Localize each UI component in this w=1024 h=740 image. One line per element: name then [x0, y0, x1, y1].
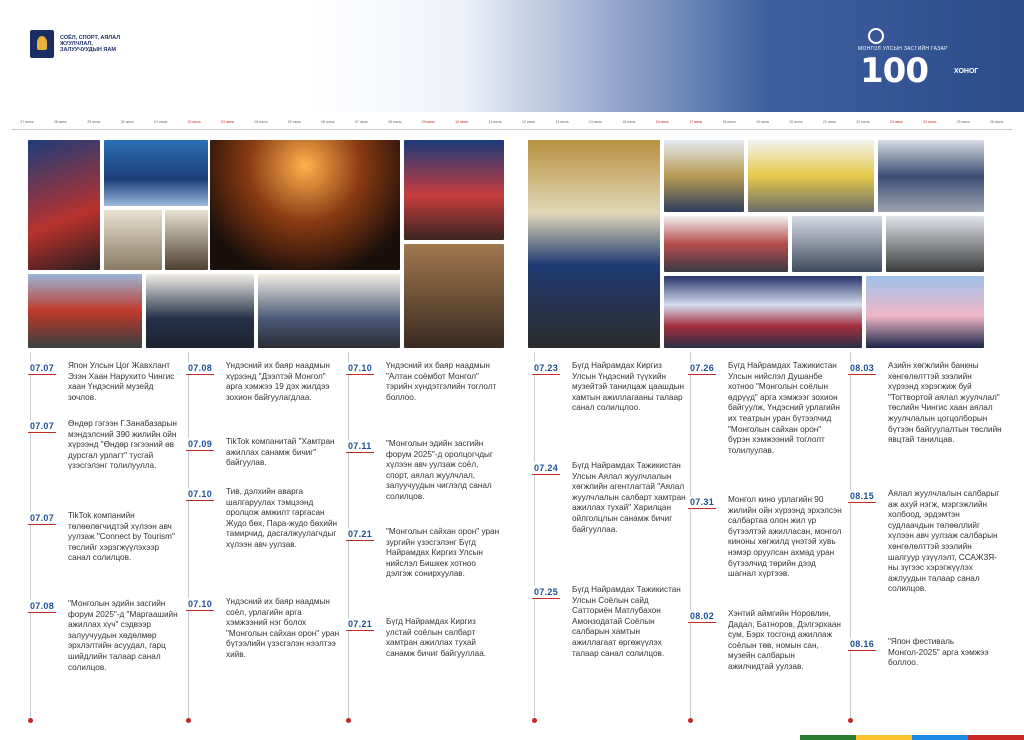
- photo-exhibition-1: [104, 210, 162, 270]
- footer-color-bar: [800, 735, 1024, 740]
- photo-minister-meeting: [664, 140, 744, 212]
- timeline-entry-text: Бүгд Найрамдах Тажикистан Улсын Соёлын сайд Сатториён Матлубахон Амонзодатай Соёлын салбарын хамтын ажиллагаат өргөжүүлэх талаар санал солилцов.: [572, 585, 681, 658]
- timeline-entry-text: "Монголын эдийн засгийн форум 2025"-д "Маргаашийн ажиллах хүч" сэдвээр залуучуудын хөдөлмөр эрхлэлтийн асуудал, гарц шийдлийн талаар санал солилцов.: [68, 599, 178, 672]
- page-header: [0, 0, 1024, 112]
- timeline-date: 07.09: [188, 439, 213, 449]
- timeline-line: [30, 352, 31, 722]
- timeline-entry-text: Япон Улсын Цог Жавхлант Эзэн Хаан Нарухито Чингис хаан Үндэсний музейд зочлов.: [68, 361, 175, 402]
- timeline-line: [188, 352, 189, 722]
- timeline-date: 07.07: [30, 363, 55, 373]
- photo-construction-visit: [748, 140, 874, 212]
- timeline-entry-text: Бүгд Найрамдах Киргиз Улсын Үндэсний түүхийн музейтэй танилцаж цаашдын хамтын ажиллагааны талаар санал солилцлоо.: [572, 361, 685, 413]
- timeline-line: [850, 352, 851, 722]
- ruler-tick: 04 июль: [254, 120, 268, 124]
- photo-japan-emperor-museum: [28, 140, 100, 270]
- timeline-entry-text: "Япон фестиваль Монгол-2025" арга хэмжээ боллоо.: [888, 637, 989, 668]
- timeline-date: 07.26: [690, 363, 715, 373]
- timeline-end-dot: [532, 718, 537, 723]
- ruler-tick: 19 июль: [756, 120, 770, 124]
- timeline-entry-text: Үндэсний их баяр наадмын соёл, урлагийн арга хэмжээний нэг болох "Монголын сайхан орон" уран бүтээлийн үзэсгэлэн нээлтээ хийв.: [226, 597, 340, 659]
- ruler-tick: 06 июль: [321, 120, 335, 124]
- photo-film-awards: [664, 216, 788, 272]
- photo-conference: [886, 216, 984, 272]
- footer-color-segment: [912, 735, 968, 740]
- timeline-entry-text: TikTok компанитай "Хамтран ажиллах санамж бичиг" байгуулав.: [226, 437, 335, 468]
- photo-kyrgyz-signing: [404, 140, 504, 240]
- photo-japan-festival: [866, 276, 984, 348]
- timeline-date: 07.31: [690, 497, 715, 507]
- photo-tiktok-meeting: [104, 140, 208, 206]
- photo-tourism-meeting: [878, 140, 984, 212]
- ruler-tick: 09 июль: [421, 120, 435, 124]
- ruler-tick: 30 июнь: [120, 120, 134, 124]
- timeline-entry-text: "Монголын эдийн засгийн форум 2025"-д оролцогчдыг хүлээн авч уулзаж соёл, спорт, аялал жуулчлал, залуучуудын чиглэлд санал солилцов.: [386, 439, 493, 501]
- timeline-date: 07.08: [30, 601, 55, 611]
- timeline-line: [690, 352, 691, 722]
- timeline-date: 07.24: [534, 463, 559, 473]
- timeline-end-dot: [28, 718, 33, 723]
- ruler-tick: 15 июль: [622, 120, 636, 124]
- ministry-name: СОЁЛ, СПОРТ, АЯЛАЛ ЖУУЛЧЛАЛ, ЗАЛУУЧУУДЫН ЯАМ: [60, 35, 121, 53]
- timeline-entry-text: Үндэсний их баяр наадмын хүрээнд "Дээлтэй Монгол" арга хэмжээ 19 дэх жилдээ зохион байгуулагдлаа.: [226, 361, 330, 402]
- logo-number: 100: [860, 51, 928, 91]
- timeline-date: 07.25: [534, 587, 559, 597]
- timeline-end-dot: [848, 718, 853, 723]
- ruler-tick: 03 июль: [221, 120, 235, 124]
- timeline-entry-text: Монгол кино урлагийн 90 жилийн ойн хүрээнд эрхэлсэн салбартаа олон жил үр бүтээлтэй ажилласан, монгол киноны хөгжилд үнэтэй хувь нэмэр оруулсан ахмад уран бүтээлчид төрийн дээд шагнал хүртээв.: [728, 495, 842, 579]
- timeline-entry-text: Тив, дэлхийн аварга шалгаруулах тэмцээнд оролцож амжилт гаргасан Жудо бөх, Пара-жудо бөхийн тамирчид, дасгалжуулагчдыг хүлээн авч уулзав.: [226, 487, 338, 549]
- timeline-end-dot: [688, 718, 693, 723]
- soyombo-emblem-icon: [30, 30, 54, 58]
- timeline-date: 07.10: [188, 599, 213, 609]
- photo-museum-visit: [404, 244, 504, 348]
- ruler-tick: 01 июль: [154, 120, 168, 124]
- timeline-date: 07.08: [188, 363, 213, 373]
- timeline-date: 07.11: [348, 441, 372, 451]
- ruler-tick: 12 июль: [521, 120, 536, 124]
- ruler-tick: 22 июль: [856, 120, 870, 124]
- ruler-tick: 18 июль: [722, 120, 736, 124]
- ruler-tick: 10 июль: [455, 120, 469, 124]
- footer-color-segment: [856, 735, 912, 740]
- ruler-divider: [12, 129, 1012, 130]
- timeline-entry-text: Хэнтий аймгийн Норовлин, Дадал, Батноров, Дэлгэрхаан сум, Бэрх тосгонд ажиллаж соёлын төв, номын сан, музейн салбарын ажилчидтай уулзав.: [728, 609, 841, 671]
- footer-color-segment: [800, 735, 856, 740]
- date-ruler: [12, 120, 1012, 128]
- ruler-tick: 20 июль: [789, 120, 803, 124]
- ruler-tick: 14 июль: [588, 120, 603, 124]
- timeline-entry-text: Аялал жуулчлалын салбарыг аж ахуй нэгж, мэргэжлийн холбоод, эрдэмтэн судлаачдын төлөөллийг хүлээн авч уулзаж салбарын хөнгөлөлттэй зээлийн шалгуур үзүүлэлт, ССАЖЗЯ-ны зүгээс хэрэгжүүлэх ажлуудын талаар санал солилцов.: [888, 489, 1000, 594]
- timeline-date: 07.07: [30, 513, 55, 523]
- ruler-tick: 13 июль: [555, 120, 569, 124]
- timeline-date: 08.16: [850, 639, 875, 649]
- timeline-entry-text: "Монголын сайхан орон" уран зургийн үзэсгэлэнг Бүгд Найрамдах Киргиз Улсын нийслэл Бишкек хотноо дэлгэж сонирхуулав.: [386, 527, 500, 579]
- ruler-tick: 21 июль: [822, 120, 837, 124]
- ruler-tick: 29 июнь: [87, 120, 101, 124]
- ministry-logo: [30, 30, 130, 58]
- logo-subtitle: МОНГОЛ УЛСЫН ЗАСГИЙН ГАЗАР: [858, 46, 948, 52]
- timeline-end-dot: [186, 718, 191, 723]
- timeline-entry-text: Бүгд Найрамдах Киргиз улстай соёлын салбарт хамтран ажиллах тухай санамж бичиг байгууллаа.: [386, 617, 487, 658]
- ruler-tick: 08 июль: [388, 120, 402, 124]
- ruler-tick: 27 июнь: [20, 120, 34, 124]
- ruler-tick: 07 июль: [354, 120, 368, 124]
- ruler-tick: 05 июль: [287, 120, 302, 124]
- timeline-date: 07.23: [534, 363, 559, 373]
- timeline-date: 07.10: [348, 363, 373, 373]
- government-100-days-logo: [858, 28, 1018, 92]
- timeline-date: 08.15: [850, 491, 875, 501]
- ruler-tick: 25 июль: [956, 120, 970, 124]
- footer-color-segment: [968, 735, 1024, 740]
- timeline-date: 07.21: [348, 619, 373, 629]
- ruler-tick: 11 июль: [488, 120, 502, 124]
- timeline-date: 07.21: [348, 529, 373, 539]
- ruler-tick: 17 июль: [689, 120, 703, 124]
- timeline-date: 08.03: [850, 363, 875, 373]
- photo-tajik-agreement: [528, 140, 660, 348]
- ruler-tick: 16 июль: [655, 120, 669, 124]
- timeline-entry-text: Өндөр гэгээн Г.Занабазарын мэндэлсний 390 жилийн ойн хүрээнд "Өндөр гэгээний өв дурсгал урлагт" тусгай үзэсгэлэнг толилуулла.: [68, 419, 177, 471]
- timeline-entry-text: TikTok компанийн төлөөлөгчидтэй хүлээн авч уулзаж "Connect by Tourism" төслийг хэрэгжүүлэхээр санал солилцов.: [68, 511, 175, 563]
- ruler-tick: 02 июль: [187, 120, 201, 124]
- soyombo-circle-icon: [868, 28, 884, 44]
- timeline-entry-text: Бүгд Найрамдах Тажикистан Улсын Аялал жуулчлалын хөгжлийн агентлагтай "Аялал жуулчлалын салбарт хамтран ажиллах тухай" Харилцан ойлголцлын санамж бичиг байгууллаа.: [572, 461, 686, 534]
- ruler-tick: 26 июль: [990, 120, 1004, 124]
- photo-soum-visit: [792, 216, 882, 272]
- logo-suffix: ХОНОГ: [954, 68, 979, 75]
- photo-delegation: [146, 274, 254, 348]
- ruler-tick: 28 июнь: [53, 120, 68, 124]
- timeline-date: 08.02: [690, 611, 715, 621]
- photo-judo-athletes: [258, 274, 400, 348]
- photo-deeltei-mongol: [28, 274, 142, 348]
- timeline-date: 07.07: [30, 421, 55, 431]
- ruler-tick: 23 июль: [889, 120, 903, 124]
- photo-concert-stage: [210, 140, 400, 270]
- photo-exhibition-2: [165, 210, 208, 270]
- timeline-entry-text: Бүгд Найрамдах Тажикистан Улсын нийслэл Душанбе хотноо "Монголын соёлын өдрүүд" арга хэмжээг зохион байгуулж, Үндэсний урлагийн их театрын уран бүтээлчид "Монголын сайхан орон" бүрэн хэмжээний тоглолт толилуулав.: [728, 361, 840, 455]
- timeline-entry-text: Азийн хөгжлийн банкны хөнгөлөлттэй зээлийн хүрээнд хэрэгжиж буй "Тогтвортой аялал жуулчлал" төслийн Чингис хаан аялал жуулчлалын цогцолборын бүтээн байгуулалтын төслийн явцтай танилцав.: [888, 361, 1002, 445]
- ruler-tick: 24 июль: [923, 120, 937, 124]
- photo-dushanbe-concert: [664, 276, 862, 348]
- timeline-entry-text: Үндэсний их баяр наадмын "Алтан соёмбот Монгол" тэрийн хүндэтгэлийн тоглолт боллоо.: [386, 361, 497, 402]
- timeline-date: 07.10: [188, 489, 213, 499]
- timeline-line: [534, 352, 535, 722]
- timeline-end-dot: [346, 718, 351, 723]
